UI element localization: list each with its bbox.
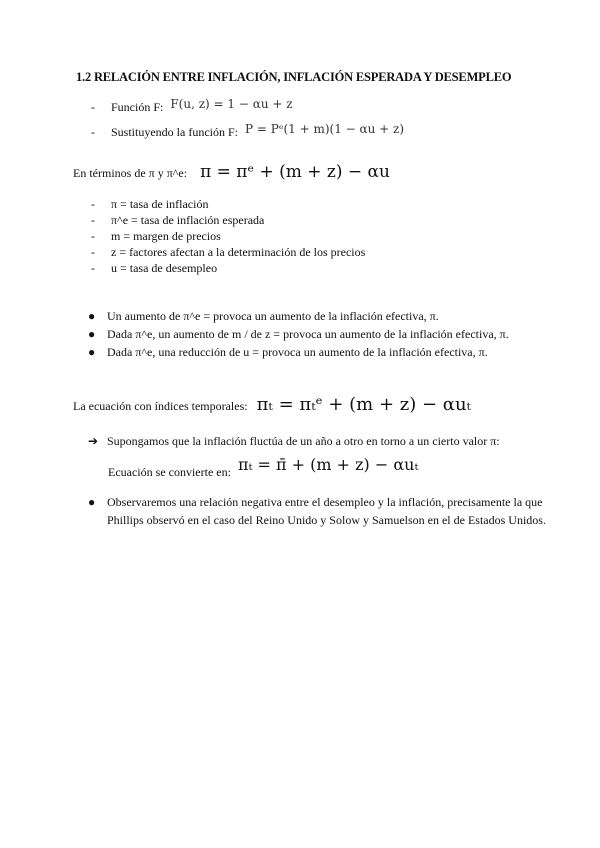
funcion-label: Función F: (111, 100, 164, 114)
convierte-line (108, 455, 419, 479)
definition-item: - π^e = tasa de inflación esperada (91, 213, 265, 227)
funcion-item: - Función F: F(u, z) = 1 − αu + z (91, 97, 293, 114)
sustituyendo-equation: P = Pᵉ(1 + m)(1 − αu + z) (245, 122, 405, 136)
bullet-item: ● Un aumento de π^e = provoca un aumento de la inflación efectiva, π. (88, 309, 439, 323)
terminos-line (73, 162, 390, 182)
bullet-item: ● Dada π^e, un aumento de m / de z = provoca un aumento de la inflación efectiva, π. (88, 327, 509, 341)
section-title: 1.2 RELACIÓN ENTRE INFLACIÓN, INFLACIÓN ESPERADA Y DESEMPLEO (76, 70, 512, 84)
funcion-equation: F(u, z) = 1 − αu + z (170, 97, 293, 111)
bullet-icon: ● (88, 345, 96, 359)
arrow-item (88, 434, 500, 449)
bullet-icon: ● (88, 309, 96, 323)
bullet-icon: ● (88, 327, 96, 341)
sustituyendo-label: Sustituyendo la función F: (111, 125, 238, 139)
definitions-list (91, 196, 365, 276)
terminos-label: En términos de π y π^e: (73, 166, 188, 180)
definition-item: - z = factores afectan a la determinación de los precios (91, 245, 366, 259)
arrow-item-text: Supongamos que la inflación fluctúa de un año a otro en torno a un cierto valor π: (107, 434, 500, 448)
definition-item: - u = tasa de desempleo (91, 261, 218, 275)
definition-item: - m = margen de precios (91, 229, 221, 243)
terminos-equation: π = πᵉ + (m + z) − αu (200, 162, 390, 182)
temporal-line (73, 394, 471, 415)
temporal-equation: πₜ = πₜᵉ + (m + z) − αuₜ (256, 394, 471, 415)
effects-bullet-list (88, 307, 509, 361)
bullet-item: ● Dada π^e, una reducción de u = provoca un aumento de la inflación efectiva, π. (88, 345, 488, 359)
sustituyendo-item: - Sustituyendo la función F: P = Pᵉ(1 + m)(1 − αu + z) (91, 122, 405, 139)
final-bullet-text: Observaremos una relación negativa entre el desempleo y la inflación, precisamente la que Phillips observó en el caso del Reino Unido y Solow y Samuelson en el de Estados Unidos. (107, 495, 546, 527)
bullet-icon: ● (88, 495, 96, 509)
final-bullet (88, 493, 547, 529)
arrow-right-icon: ➔ (88, 434, 99, 448)
convierte-equation: πₜ = π̄ + (m + z) − αuₜ (237, 455, 419, 474)
temporal-label: La ecuación con índices temporales: (73, 399, 248, 413)
definition-item: - π = tasa de inflación (91, 197, 209, 211)
convierte-label: Ecuación se convierte en: (108, 465, 231, 479)
